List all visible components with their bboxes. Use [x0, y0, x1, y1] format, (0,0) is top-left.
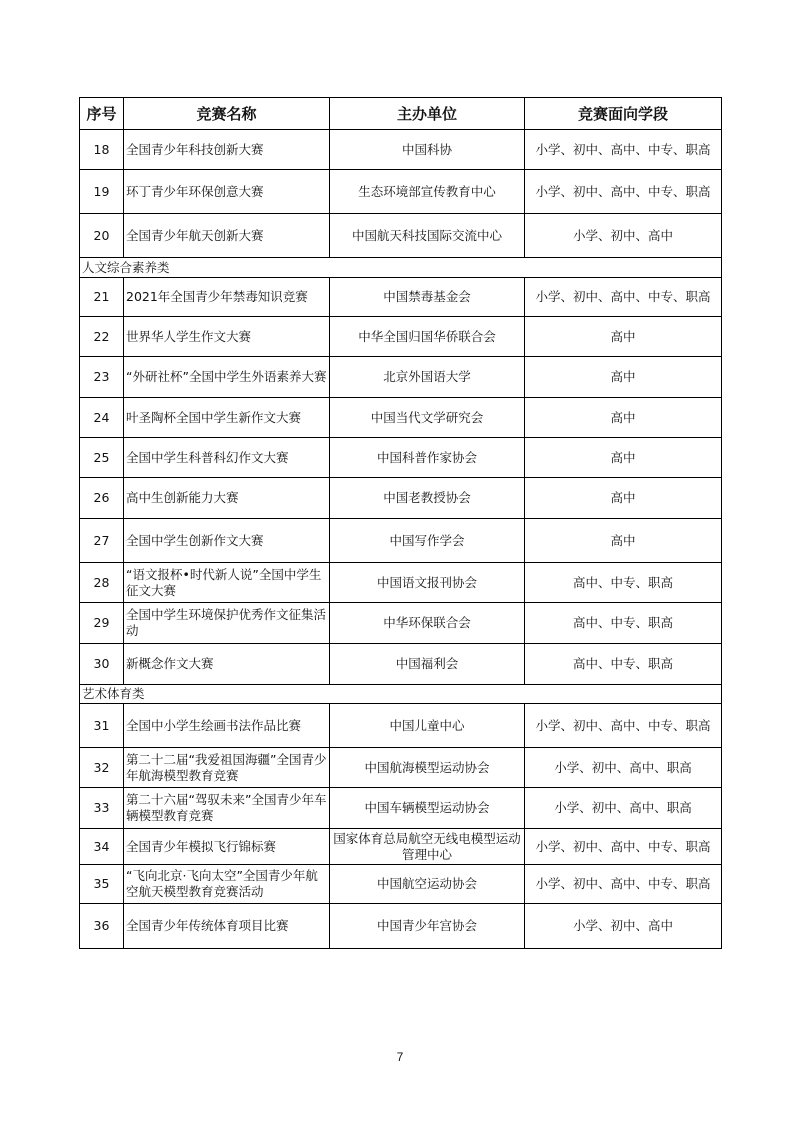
school-level: 小学、初中、高中 [525, 904, 722, 949]
table-row [80, 317, 722, 357]
school-level: 高中、中专、职高 [525, 563, 722, 603]
school-level: 高中、中专、职高 [525, 644, 722, 685]
table-row [80, 865, 722, 904]
organizer: 中国福利会 [330, 644, 525, 685]
table-row [80, 170, 722, 214]
school-level: 小学、初中、高中、中专、职高 [525, 130, 722, 170]
competition-name: 世界华人学生作文大赛 [124, 317, 330, 357]
competition-name: 第二十六届“驾驭未来”全国青少年车辆模型教育竞赛 [124, 788, 330, 829]
table-row [80, 829, 722, 865]
competition-name: 第二十二届“我爱祖国海疆”全国青少年航海模型教育竞赛 [124, 748, 330, 788]
header-level: 竞赛面向学段 [525, 98, 722, 130]
organizer: 中国写作学会 [330, 519, 525, 563]
section-label: 艺术体育类 [80, 685, 722, 704]
organizer: 中国老教授协会 [330, 478, 525, 519]
row-number: 33 [80, 788, 124, 829]
table-row [80, 563, 722, 603]
competition-name: 全国青少年科技创新大赛 [124, 130, 330, 170]
table-row [80, 214, 722, 258]
table-row [80, 398, 722, 438]
organizer: 中国车辆模型运动协会 [330, 788, 525, 829]
school-level: 高中 [525, 438, 722, 478]
row-number: 34 [80, 829, 124, 865]
school-level: 小学、初中、高中、中专、职高 [525, 170, 722, 214]
competition-name: 全国中学生科普科幻作文大赛 [124, 438, 330, 478]
table-body [80, 130, 722, 949]
table-row [80, 748, 722, 788]
row-number: 25 [80, 438, 124, 478]
organizer: 中国青少年宫协会 [330, 904, 525, 949]
school-level: 高中 [525, 478, 722, 519]
table-row [80, 278, 722, 317]
organizer: 生态环境部宣传教育中心 [330, 170, 525, 214]
row-number: 23 [80, 357, 124, 398]
table-row [80, 438, 722, 478]
row-number: 30 [80, 644, 124, 685]
competition-name: 全国中学生创新作文大赛 [124, 519, 330, 563]
row-number: 26 [80, 478, 124, 519]
organizer: 中国科协 [330, 130, 525, 170]
table-row [80, 478, 722, 519]
school-level: 高中 [525, 398, 722, 438]
organizer: 中国当代文学研究会 [330, 398, 525, 438]
table-row [80, 519, 722, 563]
table-row [80, 603, 722, 644]
table-row [80, 644, 722, 685]
competition-name: 全国青少年传统体育项目比赛 [124, 904, 330, 949]
table-header-row [80, 98, 722, 130]
row-number: 32 [80, 748, 124, 788]
table-row [80, 904, 722, 949]
organizer: 中国儿童中心 [330, 704, 525, 748]
school-level: 小学、初中、高中、职高 [525, 748, 722, 788]
row-number: 18 [80, 130, 124, 170]
organizer: 中华环保联合会 [330, 603, 525, 644]
row-number: 22 [80, 317, 124, 357]
row-number: 28 [80, 563, 124, 603]
competition-name: “飞向北京·飞向太空”全国青少年航空航天模型教育竞赛活动 [124, 865, 330, 904]
table-row [80, 704, 722, 748]
header-no: 序号 [80, 98, 124, 130]
row-number: 35 [80, 865, 124, 904]
row-number: 31 [80, 704, 124, 748]
organizer: 中国语文报刊协会 [330, 563, 525, 603]
school-level: 小学、初中、高中、中专、职高 [525, 865, 722, 904]
competition-name: 新概念作文大赛 [124, 644, 330, 685]
school-level: 高中 [525, 357, 722, 398]
row-number: 29 [80, 603, 124, 644]
organizer: 中华全国归国华侨联合会 [330, 317, 525, 357]
row-number: 19 [80, 170, 124, 214]
school-level: 高中、中专、职高 [525, 603, 722, 644]
organizer: 北京外国语大学 [330, 357, 525, 398]
section-row [80, 258, 722, 278]
organizer: 中国航天科技国际交流中心 [330, 214, 525, 258]
school-level: 小学、初中、高中、职高 [525, 788, 722, 829]
section-label: 人文综合素养类 [80, 258, 722, 278]
competition-name: 全国中学生环境保护优秀作文征集活动 [124, 603, 330, 644]
school-level: 高中 [525, 519, 722, 563]
table-row [80, 130, 722, 170]
row-number: 27 [80, 519, 124, 563]
table-row [80, 357, 722, 398]
organizer: 中国科普作家协会 [330, 438, 525, 478]
row-number: 24 [80, 398, 124, 438]
school-level: 小学、初中、高中、中专、职高 [525, 829, 722, 865]
competition-name: 全国青少年模拟飞行锦标赛 [124, 829, 330, 865]
table-row [80, 788, 722, 829]
school-level: 小学、初中、高中、中专、职高 [525, 278, 722, 317]
competition-name: “外研社杯”全国中学生外语素养大赛 [124, 357, 330, 398]
organizer: 中国禁毒基金会 [330, 278, 525, 317]
competition-name: 2021年全国青少年禁毒知识竞赛 [124, 278, 330, 317]
school-level: 小学、初中、高中 [525, 214, 722, 258]
competition-name: 环丁青少年环保创意大赛 [124, 170, 330, 214]
competition-name: 叶圣陶杯全国中学生新作文大赛 [124, 398, 330, 438]
row-number: 20 [80, 214, 124, 258]
competition-name: 全国中小学生绘画书法作品比赛 [124, 704, 330, 748]
competition-name: “语文报杯•时代新人说”全国中学生征文大赛 [124, 563, 330, 603]
competition-name: 全国青少年航天创新大赛 [124, 214, 330, 258]
school-level: 小学、初中、高中、中专、职高 [525, 704, 722, 748]
organizer: 中国航空运动协会 [330, 865, 525, 904]
school-level: 高中 [525, 317, 722, 357]
organizer: 国家体育总局航空无线电模型运动管理中心 [330, 829, 525, 865]
row-number: 36 [80, 904, 124, 949]
section-row [80, 685, 722, 704]
row-number: 21 [80, 278, 124, 317]
competition-name: 高中生创新能力大赛 [124, 478, 330, 519]
page-number: 7 [396, 1050, 404, 1064]
header-name: 竞赛名称 [124, 98, 330, 130]
header-org: 主办单位 [330, 98, 525, 130]
competition-table [79, 97, 722, 949]
organizer: 中国航海模型运动协会 [330, 748, 525, 788]
